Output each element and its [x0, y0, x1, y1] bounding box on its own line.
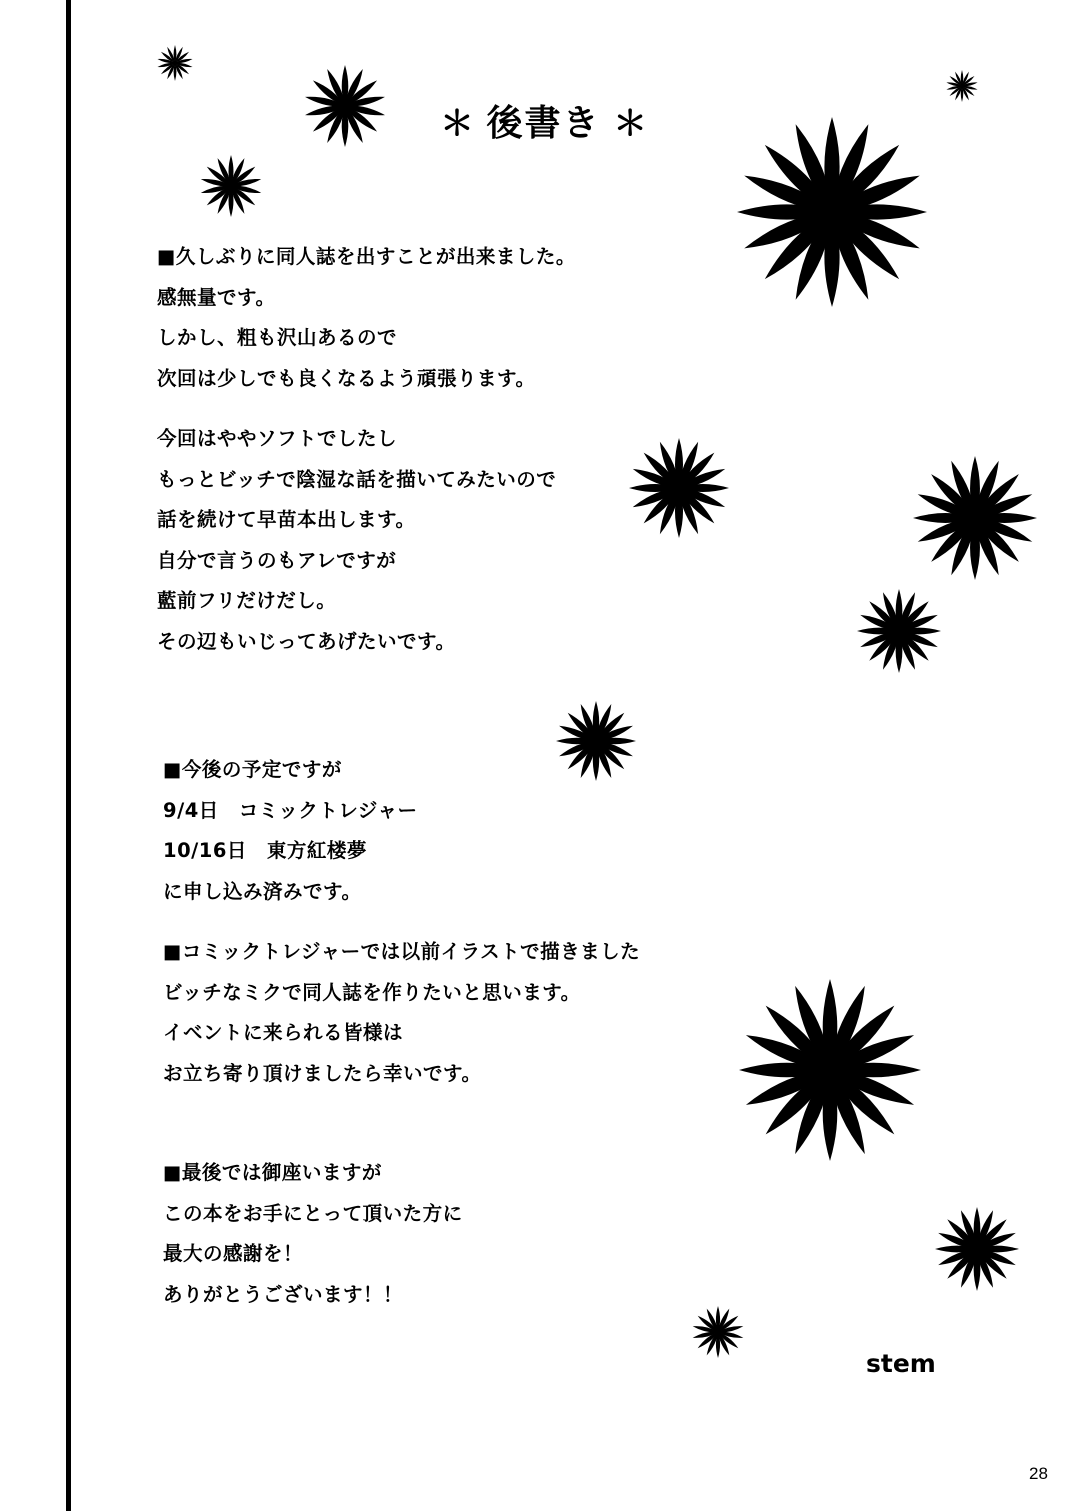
daisy-flower-icon — [735, 115, 929, 309]
daisy-flower-icon — [933, 1205, 1021, 1293]
daisy-flower-icon — [554, 699, 638, 783]
text-line: 今回はややソフトでしたし — [157, 427, 398, 450]
daisy-flower-icon — [155, 43, 195, 83]
text-line: イベントに来られる皆様は — [163, 1021, 404, 1045]
text-line: 9/4日 コミックトレジャー — [163, 798, 418, 822]
page-number: 28 — [1029, 1464, 1048, 1483]
left-border-line — [66, 0, 71, 1511]
text-line: 感無量です。 — [157, 285, 276, 309]
text-line: 自分で言うのもアレですが — [157, 548, 397, 572]
daisy-flower-icon — [302, 63, 388, 149]
daisy-flower-icon — [737, 977, 923, 1163]
text-line: しかし、粗も沢山あるので — [157, 326, 398, 350]
text-line: 話を続けて早苗本出します。 — [157, 508, 416, 532]
text-line: ビッチなミクで同人誌を作りたいと思います。 — [163, 980, 581, 1004]
text-line: ■今後の予定ですが — [163, 758, 342, 781]
text-line: 最大の感謝を！ — [163, 1242, 304, 1266]
text-line: ありがとうございます！！ — [163, 1282, 404, 1306]
daisy-flower-icon — [690, 1304, 746, 1360]
paragraph-3 — [163, 750, 418, 912]
daisy-flower-icon — [198, 153, 264, 219]
text-line: この本をお手にとって頂いた方に — [163, 1201, 463, 1225]
heading-right-asterisk: ＊ — [613, 104, 648, 144]
page-title — [440, 103, 648, 144]
text-line: 10/16日 東方紅楼夢 — [163, 839, 367, 863]
heading-text: 後書き — [486, 103, 601, 144]
author-signature: stem — [866, 1349, 936, 1378]
daisy-flower-icon — [855, 587, 943, 675]
text-line: ■久しぶりに同人誌を出すことが出来ました。 — [157, 245, 576, 268]
paragraph-4 — [163, 932, 640, 1094]
text-line: お立ち寄り頂けましたら幸いです。 — [163, 1061, 482, 1085]
paragraph-1 — [157, 237, 576, 399]
text-line: 次回は少しでも良くなるよう頑張ります。 — [157, 366, 536, 390]
heading-left-asterisk: ＊ — [440, 104, 474, 144]
text-line: その辺もいじってあげたいです。 — [157, 629, 456, 653]
text-line: に申し込み済みです。 — [163, 879, 362, 903]
text-line: 藍前フリだけだし。 — [157, 589, 337, 613]
text-line: ■最後では御座いますが — [163, 1161, 382, 1184]
daisy-flower-icon — [627, 436, 731, 540]
paragraph-2 — [157, 419, 556, 663]
text-line: ■コミックトレジャーでは以前イラストで描きました — [163, 940, 641, 963]
daisy-flower-icon — [911, 454, 1039, 582]
text-line: もっとビッチで陰湿な話を描いてみたいので — [157, 467, 557, 491]
daisy-flower-icon — [944, 68, 980, 104]
paragraph-5 — [163, 1153, 463, 1315]
